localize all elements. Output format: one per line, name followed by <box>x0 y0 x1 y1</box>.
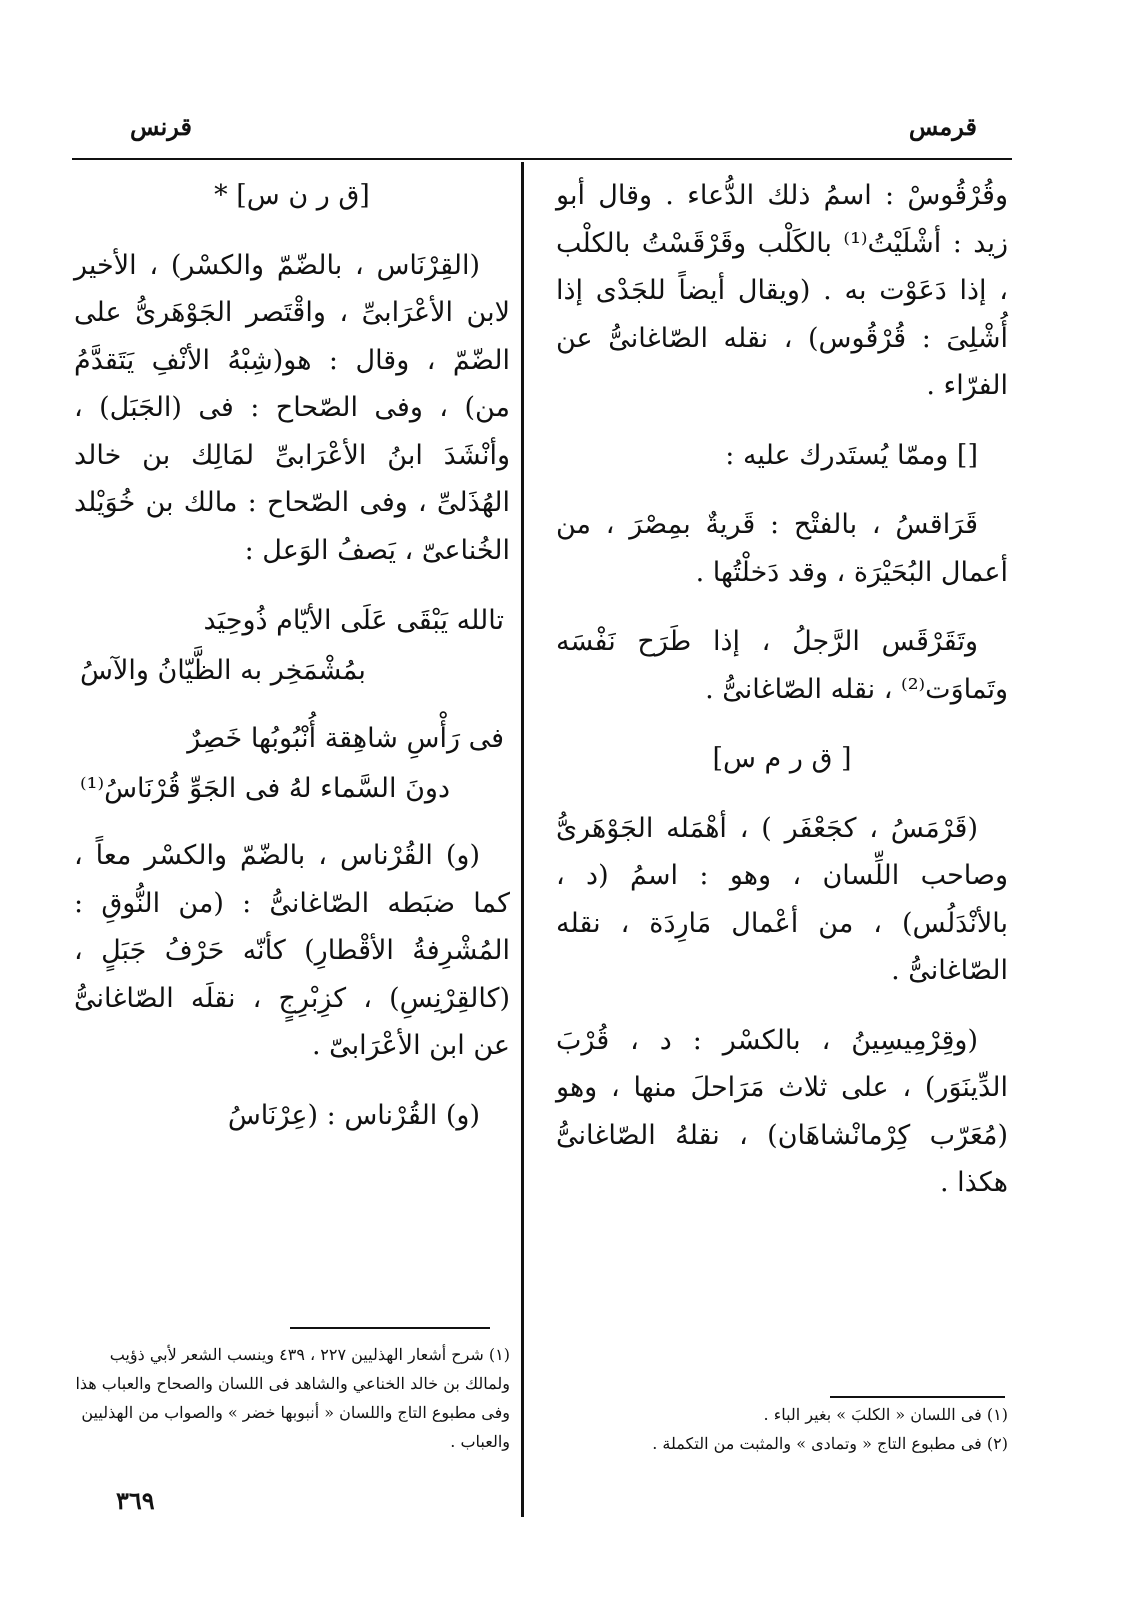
column-divider <box>521 162 524 1517</box>
header-rule <box>72 158 1012 160</box>
entry-paragraph: (قَرْمَسُ ، كجَعْفَر ) ، أهْمَله الجَوْهَرىُّ وصاحب اللِّسان ، وهو : اسمُ (د ، بالأنْدَلُس) ، من أعْمال مَارِدَة ، نقله الصّاغانىُّ . <box>556 812 1008 986</box>
left-column <box>74 172 510 1161</box>
running-head-left: قرنس <box>130 112 192 141</box>
right-column <box>556 172 1008 1229</box>
verse-first-hemistich: فى رَأْسِ شاهِقة أُنْبُوبُها خَصِرٌ <box>187 723 504 754</box>
footnote: (١) فى اللسان « الكلبَ » بغير الباء . <box>763 1405 1008 1424</box>
verse-second-hemistich: بمُشْمَخِر به الظَّيّانُ والآسُ <box>80 655 366 686</box>
footnote-rule-right <box>830 1396 1005 1398</box>
entry-paragraph: وقُرْقُوسْ : اسمُ ذلك الدُّعاء . وقال أبو زيد : أشْلَيْتُ⁽¹⁾ بالكَلْب وقَرْقَسْتُ بالكلْب ، إذا دَعَوْت به . (ويقال أيضاً للجَدْى إذا أُشْلِىَ : قُرْقُوس) ، نقله الصّاغانىُّ عن الفرّاء . <box>556 180 1009 401</box>
entry-paragraph: قَرَاقسُ ، بالفتْح : قَريةٌ بمِصْرَ ، من أعمال البُحَيْرَة ، وقد دَخلْتُها . <box>556 509 1008 588</box>
footnote-rule-left <box>290 1327 490 1329</box>
entry-paragraph: وتَقَرْقَس الرَّجلُ ، إذا طَرَح نَفْسَه وتَماوَت⁽²⁾ ، نقله الصّاغانىُّ . <box>556 626 1008 705</box>
root-heading-qrms: [ ق ر م س] <box>712 743 852 774</box>
running-head-right: قرمس <box>908 112 977 141</box>
poem-verse <box>74 596 510 696</box>
root-heading-qrns: [ق ر ن س] * <box>214 180 370 211</box>
poem-verse <box>74 714 510 814</box>
entry-paragraph: (و) القُرْناس : (عِرْنَاسُ <box>227 1099 480 1131</box>
footnote: (١) شرح أشعار الهذليين ٢٢٧ ، ٤٣٩ وينسب الشعر لأبي ذؤيب ولمالك بن خالد الخناعي والشاهد فى اللسان والصحاح والعباب هذا وفى مطبوع التاج واللسان « أنبوبها خضر » والصواب من الهذليين والعباب . <box>75 1345 510 1451</box>
verse-second-hemistich: دونَ السَّماء لهُ فى الجَوِّ قُرْنَاسُ⁽¹⁾ <box>80 773 450 804</box>
verse-first-hemistich: تالله يَبْقَى عَلَى الأيّام ذُوحِيَد <box>203 605 504 636</box>
entry-paragraph: (وقِرْمِيسِينُ ، بالكسْر : د ، قُرْبَ الدِّينَوَر) ، على ثلاث مَرَاحلَ منها ، وهو (مُعَرّب كِرْمانْشاهَان) ، نقلهُ الصّاغانىُّ هكذا . <box>556 1024 1008 1198</box>
footnotes-right <box>556 1400 1008 1458</box>
footnotes-left <box>74 1340 510 1456</box>
entry-paragraph: (القِرْنَاس ، بالضّمّ والكسْر) ، الأخير لابن الأعْرَابىِّ ، واقْتَصر الجَوْهَرىُّ على الضّمّ ، وقال : هو(شِبْهُ الأنْفِ يَتَقدَّمُ من) ، وفى الصّحاح : فى (الجَبَل) ، وأنْشَدَ ابنُ الأعْرَابىِّ لمَالِك بن خالد الهُذَلىِّ ، وفى الصّحاح : مالك بن خُوَيْلد الخُناعىّ ، يَصفُ الوَعل : <box>74 249 510 566</box>
page-number: ٣٦٩ <box>116 1486 155 1515</box>
supplement-marker: [] وممّا يُستَدرك عليه : <box>725 439 978 471</box>
entry-paragraph: (و) القُرْناس ، بالضّمّ والكسْر معاً ، كما ضبَطه الصّاغانىُّ : (من النُّوقِ : المُشْرِفةُ الأقْطارِ) كأنّه حَرْفُ جَبَلٍ ، (كالقِرْنِسِ) ، كزِبْرِجٍ ، نقلَه الصّاغانىُّ عن ابن الأعْرَابىّ . <box>74 840 510 1061</box>
footnote: (٢) فى مطبوع التاج « وتمادى » والمثبت من التكملة . <box>652 1434 1008 1453</box>
